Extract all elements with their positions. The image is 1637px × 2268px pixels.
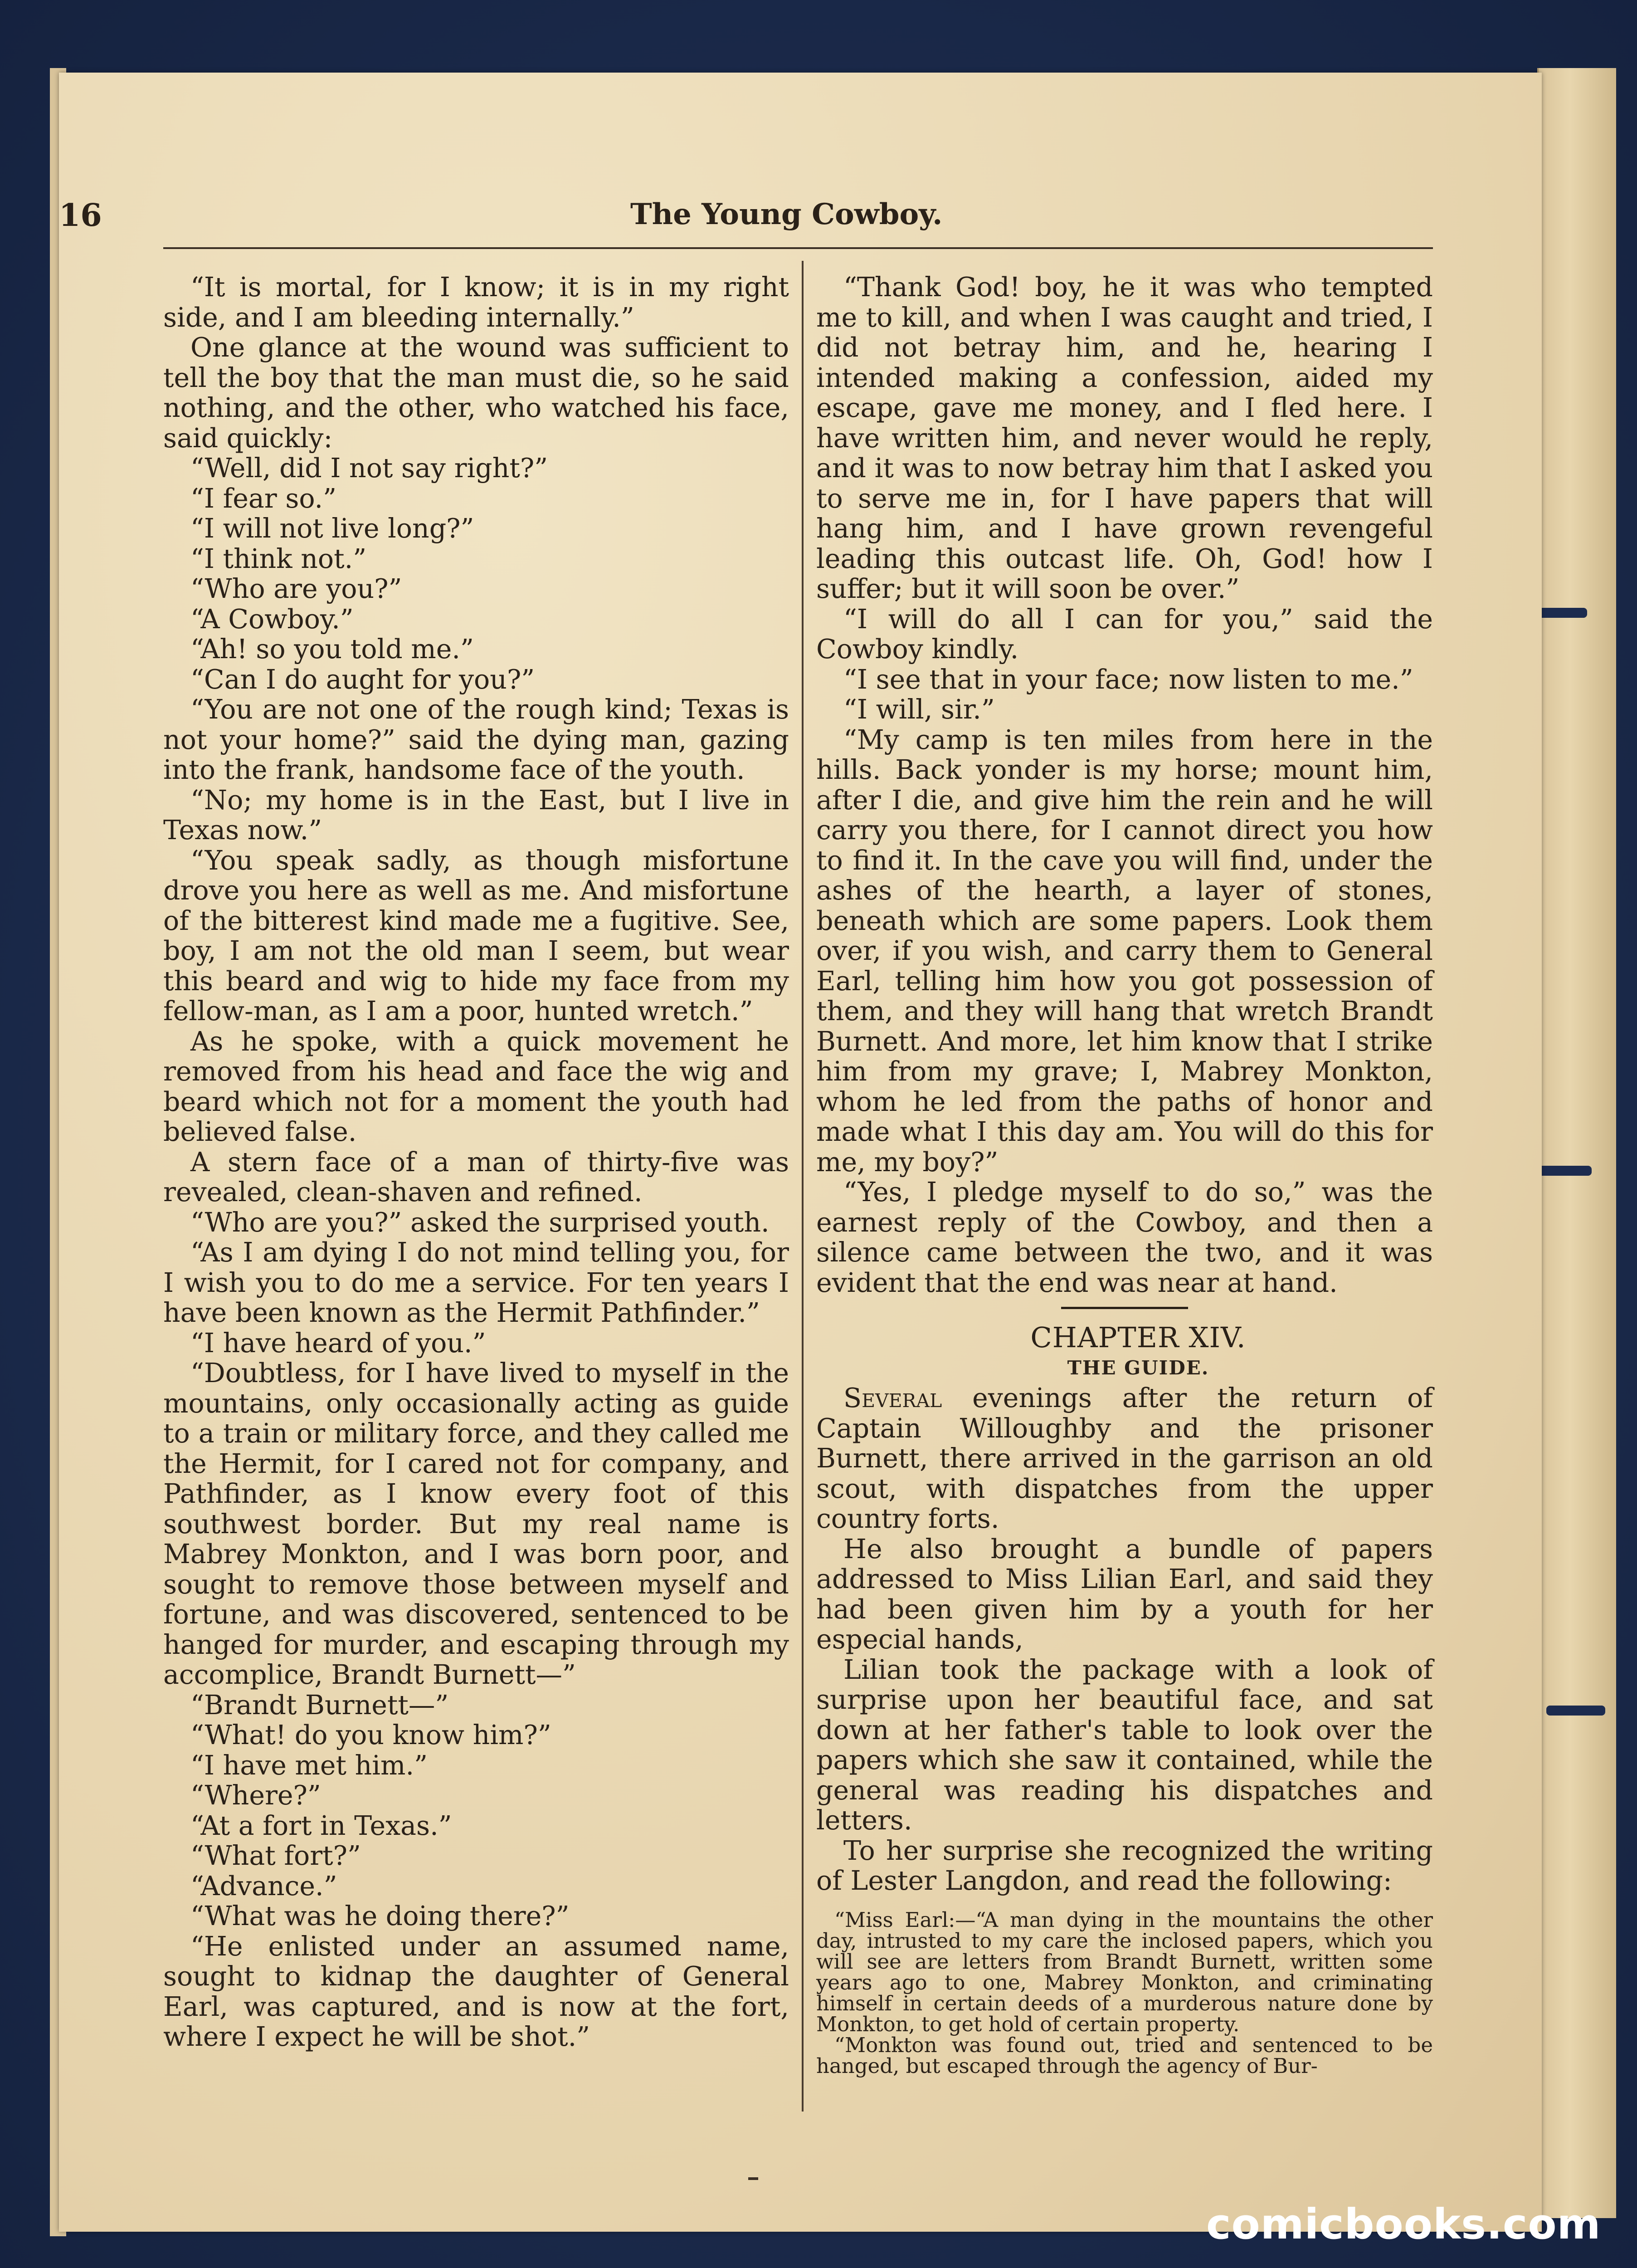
paragraph: “I see that in your face; now listen to me.”	[843, 664, 1413, 695]
chapter-rule	[1061, 1307, 1188, 1309]
letter-paragraph: “Monkton was found out, tried and sentenced to be hanged, but escaped through the agency of Bur-	[816, 2033, 1433, 2078]
column-divider	[802, 261, 804, 2112]
paragraph: “Advance.”	[190, 1870, 337, 1901]
chapter-first-paragraph	[816, 1383, 1433, 1534]
chapter-first-word: Several	[843, 1383, 942, 1413]
paragraph: To her surprise she recognized the writing of Lester Langdon, and read the following:	[816, 1835, 1433, 1896]
paragraph: “He enlisted under an assumed name, sought to kidnap the daughter of General Earl, was captured, and is now at the fort, where I expect he will be shot.”	[163, 1931, 789, 2052]
paragraph: “Brandt Burnett—”	[190, 1689, 449, 1721]
paragraph: “Well, did I not say right?”	[190, 453, 548, 484]
paragraph: “Yes, I pledge myself to do so,” was the earnest reply of the Cowboy, and then a silence came between the two, and it was evident that the end was near at hand.	[816, 1177, 1433, 1298]
quoted-letter	[816, 1907, 1433, 2078]
paragraph: “At a fort in Texas.”	[190, 1810, 452, 1841]
left-column	[163, 272, 789, 2052]
paragraph: “It is mortal, for I know; it is in my right side, and I am bleeding internally.”	[163, 272, 789, 333]
paragraph: “I have met him.”	[190, 1750, 428, 1781]
page-number: 16	[59, 197, 102, 234]
page-right-edge	[1537, 68, 1616, 2218]
paragraph: “Who are you?”	[190, 573, 402, 604]
paragraph: “No; my home is in the East, but I live in Texas now.”	[163, 784, 789, 846]
paragraph: “Doubtless, for I have lived to myself in the mountains, only occasionally acting as guide to a train or military force, and they called me the Hermit, for I cared not for company, and Pathfinder, as I know every foot of this southwest border. But my real name is Mabrey Monkton, and I was born poor, and sought to remove those between myself and fortune, and was discovered, sentenced to be hanged for murder, and escaping through my accomplice, Brandt Burnett—”	[163, 1358, 789, 1690]
paragraph: “Ah! so you told me.”	[190, 634, 474, 665]
chapter-title: CHAPTER XIV.	[1030, 1321, 1246, 1354]
paragraph: Lilian took the package with a look of surprise upon her beautiful face, and sat down at her father's table to look over the papers which she saw it contained, while the general was reading his dispatches and letters.	[816, 1654, 1433, 1836]
chapter-paragraphs	[816, 1534, 1433, 1896]
right-column	[816, 272, 1433, 2077]
letter-paragraph: “Miss Earl:—“A man dying in the mountains the other day, intrusted to my care the inclosed papers, which you will see are letters from Brandt Burnett, written some years ago to one, Mabrey Monkton, and criminating himself in certain deeds of a murderous nature done by Monkton, to get hold of certain property.	[816, 1907, 1433, 2036]
paragraph: “You are not one of the rough kind; Texas is not your home?” said the dying man, gazing into the frank, handsome face of the youth.	[163, 694, 789, 785]
paragraph: “I think not.”	[190, 543, 367, 574]
paragraph: “I fear so.”	[190, 483, 337, 514]
paragraph: “What was he doing there?”	[190, 1901, 570, 1931]
chapter-first-paragraph-text: evenings after the return of Captain Willoughby and the prisoner Burnett, there arrived in the garrison an old scout, with dispatches from the upper country forts.	[816, 1383, 1433, 1534]
paragraph: He also brought a bundle of papers addressed to Miss Lilian Earl, and said they had been given him by a youth for her especial hands,	[816, 1533, 1433, 1655]
paragraph: “I will, sir.”	[843, 694, 995, 725]
paragraph: “What fort?”	[190, 1840, 361, 1871]
paragraph: A stern face of a man of thirty-five was revealed, clean-shaven and refined.	[163, 1146, 789, 1207]
staple-bottom	[1546, 1706, 1605, 1716]
watermark: comicbooks.com	[1206, 2200, 1601, 2248]
paragraph: “A Cowboy.”	[190, 603, 354, 635]
paragraph: “Can I do aught for you?”	[190, 664, 535, 695]
paragraph: “I will not live long?”	[190, 513, 474, 544]
paragraph: One glance at the wound was sufficient to tell the boy that the man must die, so he said nothing, and the other, who watched his face, said quickly:	[163, 332, 789, 454]
paragraph: “My camp is ten miles from here in the hills. Back yonder is my horse; mount him, after I die, and give him the rein and he will carry you there, for I cannot direct you how to find it. In the cave you will find, under the ashes of the hearth, a layer of stones, beneath which are some papers. Look them over, if you wish, and carry them to General Earl, telling him how you got possession of them, and they will hang that wretch Brandt Burnett. And more, let him know that I strike him from my grave; I, Mabrey Monkton, whom he led from the paths of honor and made what I this day am. You will do this for me, my boy?”	[816, 724, 1433, 1178]
bottom-mark	[748, 2177, 758, 2180]
paragraph: “I will do all I can for you,” said the Cowboy kindly.	[816, 603, 1433, 665]
paragraph: “As I am dying I do not mind telling you, for I wish you to do me a service. For ten years I have been known as the Hermit Pathfinder.”	[163, 1237, 789, 1328]
paragraph: As he spoke, with a quick movement he removed from his head and face the wig and beard which not for a moment the youth had believed false.	[163, 1026, 789, 1147]
paragraph: “What! do you know him?”	[190, 1720, 551, 1750]
paragraph: “Who are you?” asked the surprised youth.	[190, 1207, 770, 1238]
paragraph: “You speak sadly, as though misfortune drove you here as well as me. And misfortune of the bitterest kind made me a fugitive. See, boy, I am not the old man I seem, but wear this beard and wig to hide my face from my fellow-man, as I am a poor, hunted wretch.”	[163, 845, 789, 1026]
paragraph: “Thank God! boy, he it was who tempted me to kill, and when I was caught and tried, I did not betray him, and he, hearing I intended making a confession, aided my escape, gave me money, and I fled here. I have written him, and never would he reply, and it was to now betray him that I asked you to serve me in, for I have papers that will hang him, and I have grown revengeful leading this outcast life. Oh, God! how I suffer; but it will soon be over.”	[816, 272, 1433, 604]
chapter-subtitle: THE GUIDE.	[1067, 1356, 1209, 1379]
right-column-paragraphs	[816, 272, 1433, 1298]
paragraph: “Where?”	[190, 1780, 321, 1811]
paragraph: “I have heard of you.”	[190, 1327, 486, 1359]
running-title: The Young Cowboy.	[630, 197, 943, 231]
header-rule	[163, 247, 1433, 249]
